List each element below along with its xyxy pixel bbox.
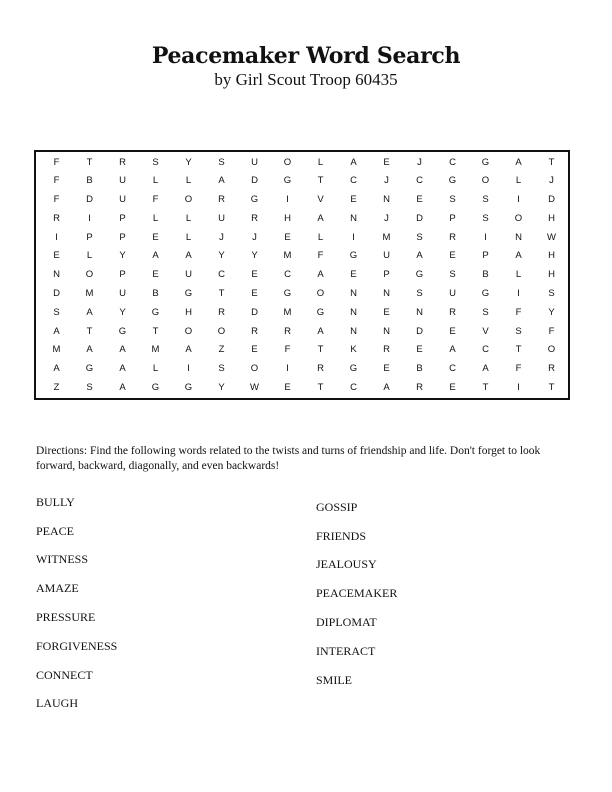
grid-letter: M: [85, 288, 94, 299]
grid-letter: A: [350, 156, 357, 168]
word-list-item: GOSSIP: [316, 500, 358, 514]
grid-letter: N: [383, 325, 390, 337]
grid-letter: T: [152, 325, 159, 337]
grid-letter: A: [152, 250, 159, 262]
grid-letter: B: [482, 269, 489, 281]
grid-letter: G: [184, 381, 193, 393]
grid-letter: T: [317, 344, 324, 356]
grid-letter: L: [86, 250, 93, 262]
grid-letter: L: [317, 156, 324, 168]
grid-letter: Y: [185, 156, 192, 168]
grid-letter: R: [218, 194, 225, 206]
grid-letter: P: [383, 269, 390, 281]
grid-letter: Y: [119, 250, 126, 262]
grid-letter: J: [252, 231, 257, 243]
grid-letter: C: [482, 344, 489, 356]
grid-letter: G: [415, 269, 424, 281]
grid-letter: G: [151, 381, 160, 393]
grid-letter: L: [185, 212, 192, 224]
grid-letter: U: [119, 175, 126, 187]
grid-letter: A: [317, 212, 324, 224]
grid-letter: N: [350, 325, 357, 337]
grid-letter: L: [152, 363, 159, 375]
grid-letter: D: [416, 325, 423, 337]
grid-letter: T: [548, 156, 555, 168]
grid-letter: A: [119, 381, 126, 393]
grid-letter: I: [286, 194, 289, 206]
grid-letter: E: [449, 381, 456, 393]
grid-letter: S: [482, 306, 489, 318]
grid-letter: L: [515, 175, 522, 187]
grid-letter: G: [283, 288, 292, 299]
grid-letter: D: [251, 306, 258, 318]
grid-letter: E: [383, 156, 390, 168]
grid-letter: G: [349, 363, 358, 375]
grid-letter: F: [515, 306, 522, 318]
grid-letter: G: [85, 363, 94, 375]
grid-letter: F: [152, 194, 159, 206]
page-subtitle: by Girl Scout Troop 60435: [214, 70, 398, 89]
grid-letter: F: [53, 194, 60, 206]
grid-letter: C: [449, 156, 456, 168]
grid-letter: E: [383, 363, 390, 375]
word-list-item: DIPLOMAT: [316, 615, 377, 629]
grid-letter: R: [317, 363, 324, 375]
grid-letter: R: [449, 231, 456, 243]
grid-letter: T: [548, 381, 555, 393]
grid-letter: T: [482, 381, 489, 393]
grid-letter: H: [548, 250, 555, 262]
grid-letter: E: [449, 250, 456, 262]
grid-letter: E: [152, 231, 159, 243]
grid-letter: G: [316, 306, 325, 318]
grid-letter: H: [548, 212, 555, 224]
grid-letter: H: [284, 212, 291, 224]
grid-letter: F: [548, 325, 555, 337]
grid-letter: S: [482, 212, 489, 224]
grid-letter: U: [119, 288, 126, 299]
grid-letter: E: [152, 269, 159, 281]
grid-letter: Y: [119, 306, 126, 318]
grid-letter: S: [218, 363, 225, 375]
grid-letter: C: [449, 363, 456, 375]
grid-letter: R: [383, 344, 390, 356]
grid-letter: A: [53, 325, 60, 337]
grid-letter: J: [384, 212, 389, 224]
grid-letter: A: [53, 363, 60, 375]
grid-letter: N: [383, 194, 390, 206]
grid-letter: O: [316, 288, 325, 299]
grid-letter: A: [119, 344, 126, 356]
grid-letter: I: [352, 231, 355, 243]
grid-letter: T: [317, 175, 324, 187]
grid-letter: O: [481, 175, 490, 187]
grid-letter: A: [119, 363, 126, 375]
grid-letter: C: [284, 269, 291, 281]
grid-letter: A: [383, 381, 390, 393]
grid-letter: E: [350, 269, 357, 281]
grid-letter: I: [187, 363, 190, 375]
grid-letter: J: [384, 175, 389, 187]
grid-letter: M: [52, 344, 61, 356]
grid-letter: J: [219, 231, 224, 243]
grid-letter: G: [151, 306, 160, 318]
grid-letter: C: [416, 175, 423, 187]
grid-letter: F: [53, 156, 60, 168]
grid-letter: E: [251, 288, 258, 299]
grid-letter: R: [119, 156, 126, 168]
grid-letter: U: [251, 156, 258, 168]
grid-letter: U: [185, 269, 192, 281]
grid-letter: S: [449, 269, 456, 281]
grid-letter: S: [449, 194, 456, 206]
grid-letter: P: [119, 269, 126, 281]
grid-letter: A: [317, 325, 324, 337]
grid-letter: B: [86, 175, 93, 187]
grid-letter: N: [515, 231, 522, 243]
grid-letter: I: [55, 231, 58, 243]
grid-letter: G: [118, 325, 127, 337]
grid-letter: A: [185, 344, 192, 356]
grid-letter: A: [218, 175, 225, 187]
grid-letter: V: [482, 325, 489, 337]
word-list-item: INTERACT: [316, 644, 376, 658]
grid-letter: L: [317, 231, 324, 243]
word-list-item: PEACE: [36, 524, 75, 538]
letter-grid: [38, 152, 570, 398]
grid-letter: R: [416, 381, 423, 393]
grid-letter: W: [547, 231, 556, 243]
grid-letter: I: [517, 288, 520, 299]
grid-letter: C: [218, 269, 225, 281]
grid-letter: D: [53, 288, 60, 299]
grid-letter: M: [283, 306, 292, 318]
grid-letter: Y: [548, 306, 555, 318]
grid-letter: R: [218, 306, 225, 318]
grid-letter: G: [481, 156, 490, 168]
grid-letter: I: [517, 194, 520, 206]
grid-letter: O: [217, 325, 226, 337]
grid-letter: N: [383, 288, 390, 299]
grid-letter: L: [185, 231, 192, 243]
grid-letter: P: [119, 231, 126, 243]
grid-letter: M: [283, 250, 292, 262]
grid-letter: E: [284, 381, 291, 393]
grid-letter: E: [383, 306, 390, 318]
grid-letter: P: [119, 212, 126, 224]
grid-letter: O: [547, 344, 556, 356]
grid-letter: D: [251, 175, 258, 187]
grid-letter: G: [250, 194, 259, 206]
grid-letter: D: [416, 212, 423, 224]
grid-letter: P: [482, 250, 489, 262]
grid-letter: H: [185, 306, 192, 318]
word-list-item: WITNESS: [36, 552, 88, 566]
grid-letter: G: [283, 175, 292, 187]
grid-letter: C: [350, 175, 357, 187]
grid-letter: I: [286, 363, 289, 375]
grid-letter: P: [449, 212, 456, 224]
grid-letter: O: [283, 156, 292, 168]
grid-letter: O: [250, 363, 259, 375]
grid-letter: N: [350, 288, 357, 299]
grid-letter: A: [449, 344, 456, 356]
grid-letter: A: [185, 250, 192, 262]
grid-letter: O: [184, 325, 193, 337]
grid-letter: R: [251, 325, 258, 337]
grid-letter: J: [549, 175, 554, 187]
grid-letter: T: [86, 156, 93, 168]
grid-letter: F: [284, 344, 291, 356]
grid-letter: J: [417, 156, 422, 168]
grid-letter: E: [284, 231, 291, 243]
grid-letter: E: [416, 344, 423, 356]
grid-letter: R: [449, 306, 456, 318]
word-list-item: PEACEMAKER: [316, 586, 398, 600]
grid-letter: S: [218, 156, 225, 168]
grid-letter: G: [349, 250, 358, 262]
grid-letter: A: [482, 363, 489, 375]
grid-letter: S: [53, 306, 60, 318]
word-list-item: FORGIVENESS: [36, 639, 118, 653]
grid-letter: N: [350, 306, 357, 318]
grid-letter: K: [350, 344, 357, 356]
grid-letter: V: [317, 194, 324, 206]
grid-letter: S: [515, 325, 522, 337]
grid-letter: A: [416, 250, 423, 262]
grid-letter: T: [317, 381, 324, 393]
grid-letter: F: [515, 363, 522, 375]
grid-letter: O: [514, 212, 523, 224]
word-list-item: BULLY: [36, 495, 75, 509]
grid-letter: U: [119, 194, 126, 206]
grid-letter: U: [218, 212, 225, 224]
grid-letter: Y: [218, 250, 225, 262]
grid-letter: O: [184, 194, 193, 206]
grid-letter: B: [152, 288, 159, 299]
word-list-item: PRESSURE: [36, 610, 96, 624]
word-list-item: AMAZE: [36, 581, 79, 595]
grid-letter: U: [383, 250, 390, 262]
grid-letter: S: [482, 194, 489, 206]
grid-letter: U: [449, 288, 456, 299]
grid-letter: T: [515, 344, 522, 356]
grid-letter: R: [251, 212, 258, 224]
grid-letter: G: [481, 288, 490, 299]
grid-letter: E: [251, 269, 258, 281]
grid-letter: P: [86, 231, 93, 243]
grid-letter: C: [350, 381, 357, 393]
grid-letter: S: [416, 288, 423, 299]
grid-letter: E: [449, 325, 456, 337]
grid-letter: M: [382, 231, 391, 243]
grid-letter: B: [416, 363, 423, 375]
grid-letter: Z: [53, 381, 60, 393]
grid-letter: E: [251, 344, 258, 356]
grid-letter: A: [86, 306, 93, 318]
grid-letter: M: [151, 344, 160, 356]
grid-letter: L: [152, 212, 159, 224]
grid-letter: H: [548, 269, 555, 281]
grid-letter: F: [317, 250, 324, 262]
grid-letter: N: [350, 212, 357, 224]
grid-letter: S: [86, 381, 93, 393]
grid-letter: R: [53, 212, 60, 224]
grid-letter: S: [152, 156, 159, 168]
grid-letter: Y: [251, 250, 258, 262]
grid-letter: I: [517, 381, 520, 393]
grid-letter: T: [86, 325, 93, 337]
directions-text: Directions: Find the following words related to the twists and turns of friendship and life. Don't forget to look forward, backward, diagonally, and even backwards!: [36, 445, 541, 472]
page-title: Peacemaker Word Search: [151, 43, 461, 69]
word-search-puzzle: [34, 150, 570, 400]
grid-letter: A: [317, 269, 324, 281]
grid-letter: L: [185, 175, 192, 187]
grid-letter: A: [86, 344, 93, 356]
grid-letter: Z: [218, 344, 225, 356]
grid-letter: A: [515, 156, 522, 168]
grid-letter: F: [53, 175, 60, 187]
grid-letter: D: [86, 194, 93, 206]
grid-letter: D: [548, 194, 555, 206]
grid-letter: R: [284, 325, 291, 337]
grid-letter: L: [152, 175, 159, 187]
grid-letter: W: [250, 381, 259, 393]
grid-letter: G: [184, 288, 193, 299]
grid-letter: L: [515, 269, 522, 281]
grid-letter: A: [515, 250, 522, 262]
grid-letter: Y: [218, 381, 225, 393]
grid-letter: I: [484, 231, 487, 243]
grid-letter: N: [53, 269, 60, 281]
word-list-item: JEALOUSY: [316, 557, 377, 571]
grid-letter: S: [416, 231, 423, 243]
grid-letter: S: [548, 288, 555, 299]
grid-letter: E: [350, 194, 357, 206]
grid-letter: N: [416, 306, 423, 318]
grid-letter: G: [448, 175, 457, 187]
grid-letter: T: [218, 288, 225, 299]
grid-letter: E: [416, 194, 423, 206]
grid-letter: O: [85, 269, 94, 281]
word-list-item: LAUGH: [36, 696, 78, 710]
grid-letter: E: [53, 250, 60, 262]
word-list-item: SMILE: [316, 673, 352, 687]
word-list-item: CONNECT: [36, 668, 93, 682]
grid-letter: R: [548, 363, 555, 375]
word-list-item: FRIENDS: [316, 529, 367, 543]
grid-letter: I: [88, 212, 91, 224]
